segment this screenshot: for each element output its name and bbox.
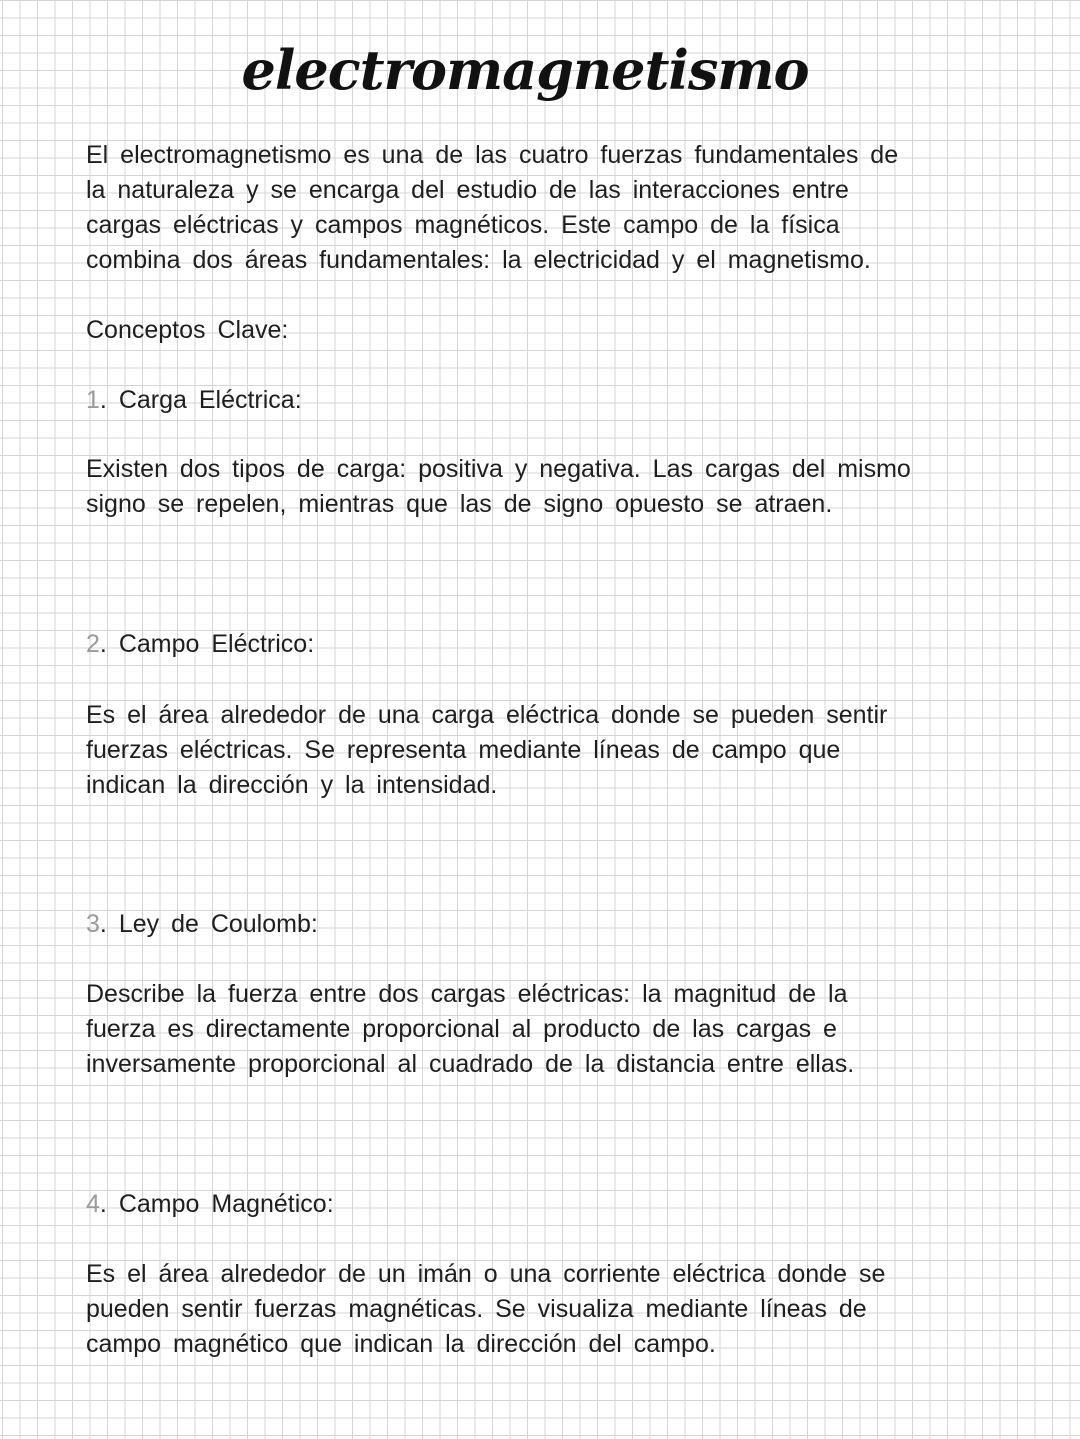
section-line: fuerzas eléctricas. Se representa mediante líneas de campo que bbox=[86, 736, 841, 764]
intro-line: cargas eléctricas y campos magnéticos. Este campo de la física bbox=[86, 211, 840, 239]
intro-paragraph bbox=[86, 138, 898, 278]
section-line: indican la dirección y la intensidad. bbox=[86, 771, 498, 799]
section-line: Es el área alrededor de una carga eléctrica donde se pueden sentir bbox=[86, 701, 888, 729]
section-number: 2 bbox=[86, 630, 100, 658]
section-line: Existen dos tipos de carga: positiva y negativa. Las cargas del mismo bbox=[86, 455, 911, 483]
section-line: inversamente proporcional al cuadrado de la distancia entre ellas. bbox=[86, 1050, 855, 1078]
section-body-2 bbox=[86, 698, 887, 803]
concepts-heading: Conceptos Clave: bbox=[86, 316, 289, 344]
section-heading-2: 2. Campo Eléctrico: bbox=[86, 630, 315, 658]
section-line: Describe la fuerza entre dos cargas eléctricas: la magnitud de la bbox=[86, 980, 848, 1008]
section-line: fuerza es directamente proporcional al producto de las cargas e bbox=[86, 1015, 837, 1043]
section-title: Campo Eléctrico: bbox=[118, 630, 315, 658]
intro-line: la naturaleza y se encarga del estudio de las interacciones entre bbox=[86, 176, 849, 204]
section-line: campo magnético que indican la dirección del campo. bbox=[86, 1330, 716, 1358]
section-title: Campo Magnético: bbox=[118, 1190, 334, 1218]
section-line: Es el área alrededor de un imán o una corriente eléctrica donde se bbox=[86, 1260, 886, 1288]
section-number: 3 bbox=[86, 910, 100, 938]
section-body-3 bbox=[86, 977, 854, 1082]
section-body-4 bbox=[86, 1257, 885, 1362]
section-body-1 bbox=[86, 452, 911, 522]
section-heading-1: 1. Carga Eléctrica: bbox=[86, 386, 302, 414]
section-line: signo se repelen, mientras que las de signo opuesto se atraen. bbox=[86, 490, 833, 518]
intro-line: El electromagnetismo es una de las cuatro fuerzas fundamentales de bbox=[86, 141, 899, 169]
section-title: Carga Eléctrica: bbox=[118, 386, 302, 414]
section-number: 4 bbox=[86, 1190, 100, 1218]
section-number: 1 bbox=[86, 386, 100, 414]
intro-line: combina dos áreas fundamentales: la electricidad y el magnetismo. bbox=[86, 246, 871, 274]
section-heading-4: 4. Campo Magnético: bbox=[86, 1190, 334, 1218]
section-line: pueden sentir fuerzas magnéticas. Se visualiza mediante líneas de bbox=[86, 1295, 867, 1323]
section-title: Ley de Coulomb: bbox=[118, 910, 318, 938]
section-heading-3: 3. Ley de Coulomb: bbox=[86, 910, 318, 938]
page-title: electromagnetismo bbox=[241, 38, 809, 102]
